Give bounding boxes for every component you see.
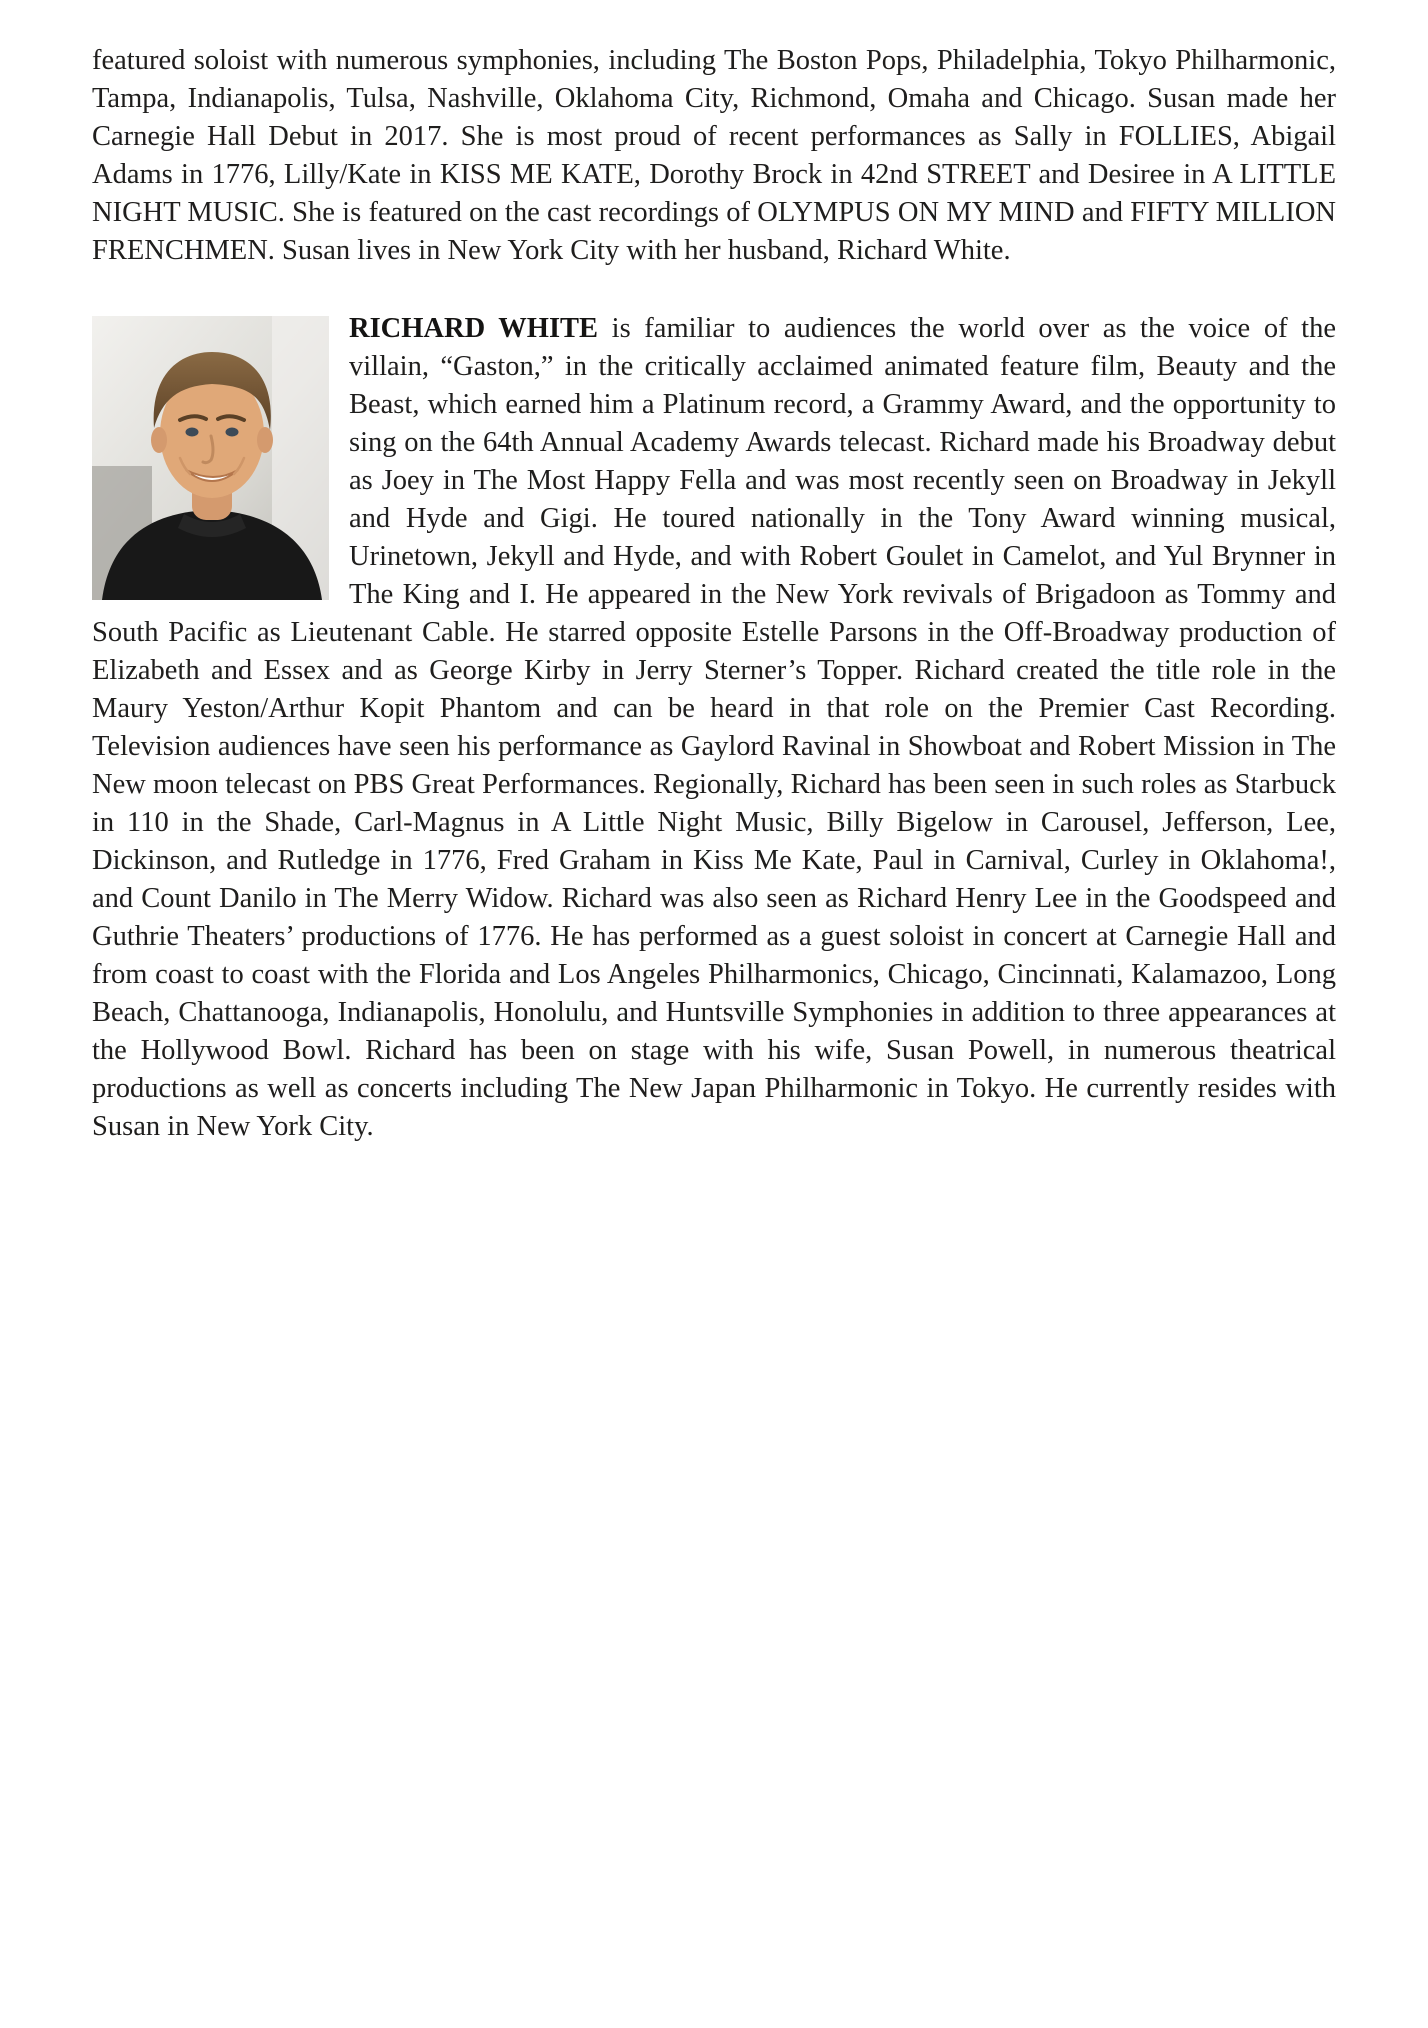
richard-white-name: RICHARD WHITE <box>349 313 599 344</box>
richard-white-headshot-photo <box>92 316 329 600</box>
susan-powell-bio-paragraph: featured soloist with numerous symphonies, including The Boston Pops, Philadelphia, Tokyo Philharmonic, Tampa, Indianapolis, Tulsa, Nashville, Oklahoma City, Richmond, Omaha and Chicago. Susan made her Carnegie Hall Debut in 2017. She is most proud of recent performances as Sally in FOLLIES, Abigail Adams in 1776, Lilly/Kate in KISS ME KATE, Dorothy Brock in 42nd STREET and Desiree in A LITTLE NIGHT MUSIC. She is featured on the cast recordings of OLYMPUS ON MY MIND and FIFTY MILLION FRENCHMEN. Susan lives in New York City with her husband, Richard White. <box>92 45 1336 266</box>
richard-white-bio-paragraph <box>92 310 1336 1146</box>
richard-white-bio-text: is familiar to audiences the world over as the voice of the villain, “Gaston,” in the critically acclaimed animated feature film, Beauty and the Beast, which earned him a Platinum record, a Grammy Award, and the opportunity to sing on the 64th Annual Academy Awards telecast. Richard made his Broadway debut as Joey in The Most Happy Fella and was most recently seen on Broadway in Jekyll and Hyde and Gigi. He toured nationally in the Tony Award winning musical, Urinetown, Jekyll and Hyde, and with Robert Goulet in Camelot, and Yul Brynner in The King and I. He appeared in the New York revivals of Brigadoon as Tommy and South Pacific as Lieutenant Cable. He starred opposite Estelle Parsons in the Off-Broadway production of Elizabeth and Essex and as George Kirby in Jerry Sterner’s Topper. Richard created the title role in the Maury Yeston/Arthur Kopit Phantom and can be heard in that role on the Premier Cast Recording. Television audiences have seen his performance as Gaylord Ravinal in Showboat and Robert Mission in The New moon telecast on PBS Great Performances. Regionally, Richard has been seen in such roles as Starbuck in 110 in the Shade, Carl-Magnus in A Little Night Music, Billy Bigelow in Carousel, Jefferson, Lee, Dickinson, and Rutledge in 1776, Fred Graham in Kiss Me Kate, Paul in Carnival, Curley in Oklahoma!, and Count Danilo in The Merry Widow. Richard was also seen as Richard Henry Lee in the Goodspeed and Guthrie Theaters’ productions of 1776. He has performed as a guest soloist in concert at Carnegie Hall and from coast to coast with the Florida and Los Angeles Philharmonics, Chicago, Cincinnati, Kalamazoo, Long Beach, Chattanooga, Indianapolis, Honolulu, and Huntsville Symphonies in addition to three appearances at the Hollywood Bowl. Richard has been on stage with his wife, Susan Powell, in numerous theatrical productions as well as concerts including The New Japan Philharmonic in Tokyo. He currently resides with Susan in New York City. <box>92 313 1336 1142</box>
